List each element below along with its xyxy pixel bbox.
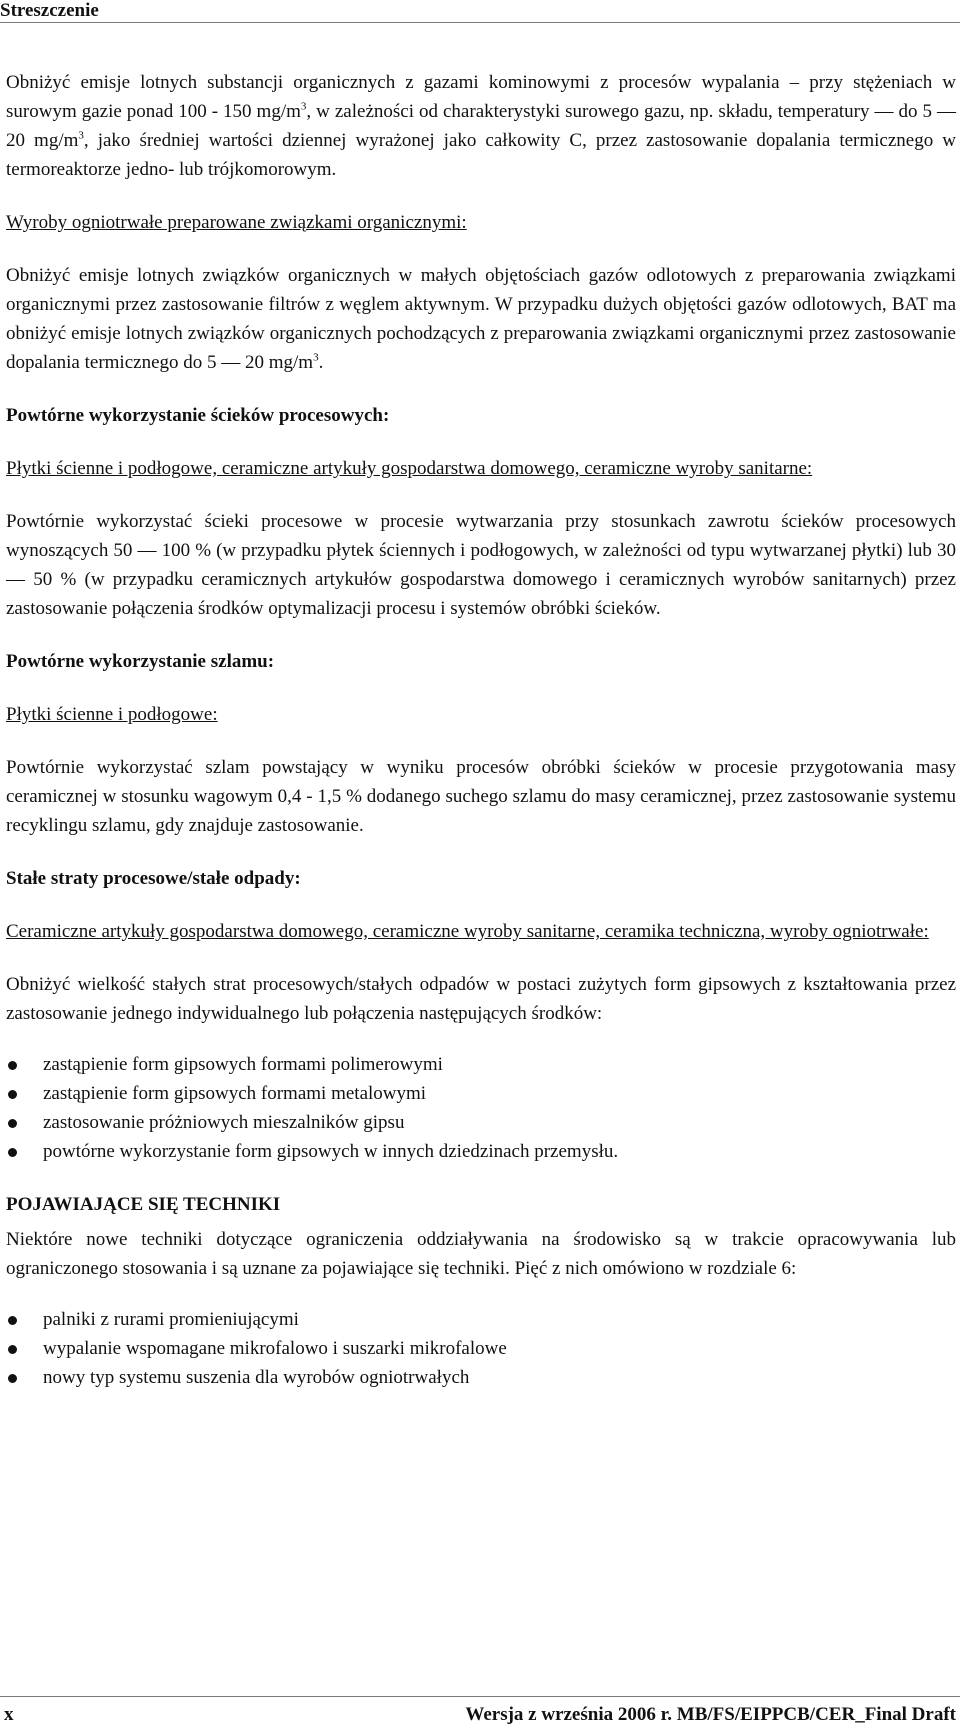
- list-item-text: wypalanie wspomagane mikrofalowo i suszarki mikrofalowe: [43, 1338, 507, 1359]
- list-item: [6, 1137, 956, 1166]
- list-item-text: zastosowanie próżniowych mieszalników gipsu: [43, 1112, 405, 1133]
- bullet-icon: [8, 1061, 17, 1070]
- list-item: [6, 1334, 956, 1363]
- losses-paragraph: Obniżyć wielkość stałych strat procesowych/stałych odpadów w postaci zużytych form gipsowych z kształtowania przez zastosowanie jednego indywidualnego lub połączenia następujących środków:: [6, 974, 956, 1024]
- list-item-text: zastąpienie form gipsowych formami metalowymi: [43, 1083, 427, 1104]
- page-content: [6, 68, 956, 1416]
- losses-bullet-list: [6, 1050, 956, 1166]
- bullet-icon: [8, 1316, 17, 1325]
- refractory-text-b: .: [318, 352, 324, 373]
- refractory-paragraph: [6, 261, 956, 377]
- losses-heading: Stałe straty procesowe/stałe odpady:: [6, 868, 301, 889]
- emerging-paragraph: Niektóre nowe techniki dotyczące ograniczenia oddziaływania na środowisko są w trakcie opracowywania lub ograniczonego stosowania i są uznane za pojawiające się techniki. Pięć z nich omówiono w rozdziale 6:: [6, 1229, 956, 1279]
- superscript: 3: [300, 100, 307, 113]
- refractory-subheading: Wyroby ogniotrwałe preparowane związkami organicznymi:: [6, 212, 467, 233]
- wastewater-subheading: Płytki ścienne i podłogowe, ceramiczne artykuły gospodarstwa domowego, ceramiczne wyroby sanitarne:: [6, 458, 813, 479]
- bullet-icon: [8, 1374, 17, 1383]
- wastewater-paragraph: Powtórnie wykorzystać ścieki procesowe w procesie wytwarzania przy stosunkach zawrotu ścieków procesowych wynoszących 50 — 100 % (w przypadku płytek ściennych i podłogowych, w zależności od typu wytwarzanej płytki) lub 30 — 50 % (w przypadku ceramicznych artykułów gospodarstwa domowego i ceramicznych wyrobów sanitarnych) przez zastosowanie połączenia środków optymalizacji procesu i systemów obróbki ścieków.: [6, 511, 956, 619]
- list-item-text: palniki z rurami promieniującymi: [43, 1309, 299, 1330]
- list-item-text: nowy typ systemu suszenia dla wyrobów ogniotrwałych: [43, 1367, 470, 1388]
- refractory-text-a: Obniżyć emisje lotnych związków organicznych w małych objętościach gazów odlotowych z preparowania związkami organicznymi przez zastosowanie filtrów z węglem aktywnym. W przypadku dużych objętości gazów odlotowych, BAT ma obniżyć emisje lotnych związków organicznych pochodzących z preparowania związkami organicznymi przez zastosowanie dopalania termicznego do 5 — 20 mg/m: [6, 265, 956, 373]
- sludge-heading: Powtórne wykorzystanie szlamu:: [6, 651, 275, 672]
- emerging-heading: POJAWIAJĄCE SIĘ TECHNIKI: [6, 1194, 281, 1215]
- intro-text-c: , jako średniej wartości dziennej wyrażonej jako całkowity C, przez zastosowanie dopalania termicznego w termoreaktorze jedno- lub trójkomorowym.: [6, 130, 956, 180]
- bullet-icon: [8, 1345, 17, 1354]
- superscript: 3: [313, 351, 319, 364]
- bullet-icon: [8, 1090, 17, 1099]
- bullet-icon: [8, 1119, 17, 1128]
- footer-version: Wersja z września 2006 r. MB/FS/EIPPCB/CER_Final Draft: [465, 1704, 956, 1725]
- footer-rule: [0, 1696, 960, 1697]
- page-number: x: [4, 1704, 14, 1725]
- sludge-paragraph: Powtórnie wykorzystać szlam powstający w wyniku procesów obróbki ścieków w procesie przygotowania masy ceramicznej w stosunku wagowym 0,4 - 1,5 % dodanego suchego szlamu do masy ceramicznej, przez zastosowanie systemu recyklingu szlamu, gdy znajduje zastosowanie.: [6, 757, 956, 836]
- header-title: Streszczenie: [0, 0, 99, 21]
- list-item-text: powtórne wykorzystanie form gipsowych w innych dziedzinach przemysłu.: [43, 1141, 619, 1162]
- list-item: [6, 1050, 956, 1079]
- losses-subheading: Ceramiczne artykuły gospodarstwa domowego, ceramiczne wyroby sanitarne, ceramika techniczna, wyroby ogniotrwałe:: [6, 921, 929, 942]
- list-item: [6, 1363, 956, 1392]
- list-item: [6, 1305, 956, 1334]
- wastewater-heading: Powtórne wykorzystanie ścieków procesowych:: [6, 405, 390, 426]
- intro-text-b: , w zależności od charakterystyki surowego gazu, np. składu, temperatury — do 5 — 20 mg/m: [6, 101, 956, 151]
- intro-text-a: Obniżyć emisje lotnych substancji organicznych z gazami kominowymi z procesów wypalania – przy stężeniach w surowym gazie ponad 100 - 150 mg/m: [6, 72, 956, 122]
- list-item: [6, 1108, 956, 1137]
- intro-paragraph: [6, 68, 956, 184]
- emerging-bullet-list: [6, 1305, 956, 1392]
- list-item-text: zastąpienie form gipsowych formami polimerowymi: [43, 1054, 443, 1075]
- page-footer: [0, 1703, 956, 1727]
- superscript: 3: [78, 129, 84, 142]
- bullet-icon: [8, 1148, 17, 1157]
- list-item: [6, 1079, 956, 1108]
- sludge-subheading: Płytki ścienne i podłogowe:: [6, 704, 218, 725]
- header-rule: [0, 22, 960, 23]
